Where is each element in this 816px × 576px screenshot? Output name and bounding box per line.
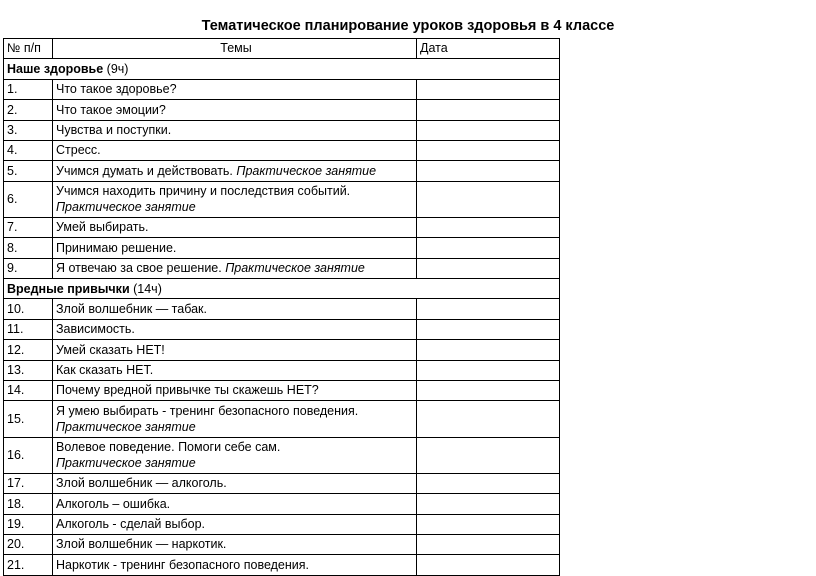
lesson-number: 7. [4,217,53,237]
lesson-date [417,120,560,140]
page-title: Тематическое планирование уроков здоровья в 4 классе [201,18,615,34]
lesson-topic-cell [53,258,417,278]
section-title: Вредные привычки [7,281,130,296]
lesson-note: Практическое занятие [236,163,377,178]
lesson-date [417,238,560,258]
lesson-date [417,534,560,554]
section-hours: (9ч) [103,61,129,76]
lesson-number: 10. [4,299,53,319]
lesson-topic: Алкоголь - сделай выбор. [56,517,206,532]
lesson-date [417,181,560,217]
lesson-topic: Наркотик - тренинг безопасного поведения. [56,557,309,572]
lesson-date [417,360,560,380]
lesson-topic: Алкоголь – ошибка. [56,496,171,511]
column-header-topic: Темы [53,39,417,59]
lesson-topic: Принимаю решение. [56,240,177,255]
lesson-topic-cell [53,514,417,534]
lesson-topic-cell [53,473,417,493]
table-row [4,340,560,360]
lesson-date [417,514,560,534]
lesson-topic: Почему вредной привычке ты скажешь НЕТ? [56,383,319,398]
lesson-number: 8. [4,238,53,258]
table-row [4,437,560,473]
lesson-topic-cell [53,360,417,380]
column-header-date: Дата [417,39,560,59]
lesson-date [417,79,560,99]
table-row [4,494,560,514]
lesson-topic: Что такое эмоции? [56,102,166,117]
lesson-number: 9. [4,258,53,278]
table-row [4,473,560,493]
table-row [4,120,560,140]
lesson-topic-cell [53,340,417,360]
lesson-topic-cell [53,555,417,575]
lesson-topic: Учимся находить причину и последствия событий. [56,183,351,198]
lesson-plan-table [3,38,560,576]
lesson-topic: Злой волшебник — наркотик. [56,537,227,552]
column-header-num: № п/п [4,39,53,59]
table-row [4,514,560,534]
lesson-date [417,494,560,514]
table-row [4,319,560,339]
table-row [4,360,560,380]
lesson-number: 13. [4,360,53,380]
lesson-note: Практическое занятие [56,420,196,435]
table-row [4,258,560,278]
lesson-number: 6. [4,181,53,217]
lesson-topic-cell [53,79,417,99]
table-row [4,181,560,217]
lesson-number: 3. [4,120,53,140]
lesson-topic-cell [53,120,417,140]
lesson-topic: Волевое поведение. Помоги себе сам. [56,439,281,454]
lesson-topic: Учимся думать и действовать. [56,163,237,178]
section-title: Наше здоровье [7,61,104,76]
table-row [4,238,560,258]
lesson-number: 14. [4,381,53,401]
lesson-date [417,381,560,401]
table-row [4,140,560,160]
lesson-topic: Как сказать НЕТ. [56,363,154,378]
lesson-number: 2. [4,100,53,120]
section-header-row [4,279,560,299]
lesson-topic-cell [53,319,417,339]
lesson-note: Практическое занятие [56,456,196,471]
lesson-number: 12. [4,340,53,360]
section-header-row [4,59,560,79]
table-row [4,299,560,319]
table-row [4,401,560,437]
lesson-date [417,437,560,473]
lesson-number: 11. [4,319,53,339]
table-row [4,381,560,401]
lesson-topic-cell [53,534,417,554]
section-header-cell [4,279,560,299]
lesson-topic: Чувства и поступки. [56,123,172,137]
lesson-date [417,217,560,237]
lesson-topic-cell [53,161,417,181]
lesson-date [417,140,560,160]
lesson-date [417,258,560,278]
table-row [4,161,560,181]
lesson-number: 17. [4,473,53,493]
lesson-topic: Стресс. [56,143,101,158]
lesson-date [417,555,560,575]
lesson-topic-cell [53,181,417,217]
lesson-date [417,100,560,120]
lesson-topic: Умей сказать НЕТ! [56,342,165,357]
lesson-number: 1. [4,79,53,99]
lesson-topic-cell [53,140,417,160]
lesson-number: 15. [4,401,53,437]
lesson-date [417,340,560,360]
lesson-number: 4. [4,140,53,160]
table-row [4,79,560,99]
lesson-topic-cell [53,401,417,437]
lesson-plan-body [4,39,560,576]
lesson-topic: Злой волшебник — алкоголь. [56,476,227,491]
lesson-note: Практическое занятие [56,200,196,215]
lesson-number: 16. [4,437,53,473]
lesson-topic: Я умею выбирать - тренинг безопасного поведения. [56,403,359,418]
lesson-date [417,473,560,493]
lesson-topic-cell [53,217,417,237]
lesson-topic-cell [53,238,417,258]
table-row [4,555,560,575]
lesson-topic-cell [53,437,417,473]
table-header-row [4,39,560,59]
table-row [4,534,560,554]
lesson-note: Практическое занятие [225,261,365,276]
lesson-topic: Умей выбирать. [56,220,149,235]
lesson-date [417,319,560,339]
lesson-number: 20. [4,534,53,554]
lesson-topic-cell [53,381,417,401]
lesson-topic: Что такое здоровье? [56,82,177,97]
lesson-date [417,161,560,181]
lesson-topic: Зависимость. [56,322,135,337]
lesson-number: 18. [4,494,53,514]
lesson-date [417,401,560,437]
lesson-topic-cell [53,100,417,120]
section-header-cell [4,59,560,79]
lesson-number: 19. [4,514,53,534]
lesson-topic-cell [53,494,417,514]
table-row [4,100,560,120]
lesson-date [417,299,560,319]
lesson-topic: Я отвечаю за свое решение. [56,261,226,276]
lesson-topic: Злой волшебник — табак. [56,301,207,316]
table-row [4,217,560,237]
lesson-topic-cell [53,299,417,319]
section-hours: (14ч) [129,281,162,296]
lesson-number: 5. [4,161,53,181]
lesson-number: 21. [4,555,53,575]
